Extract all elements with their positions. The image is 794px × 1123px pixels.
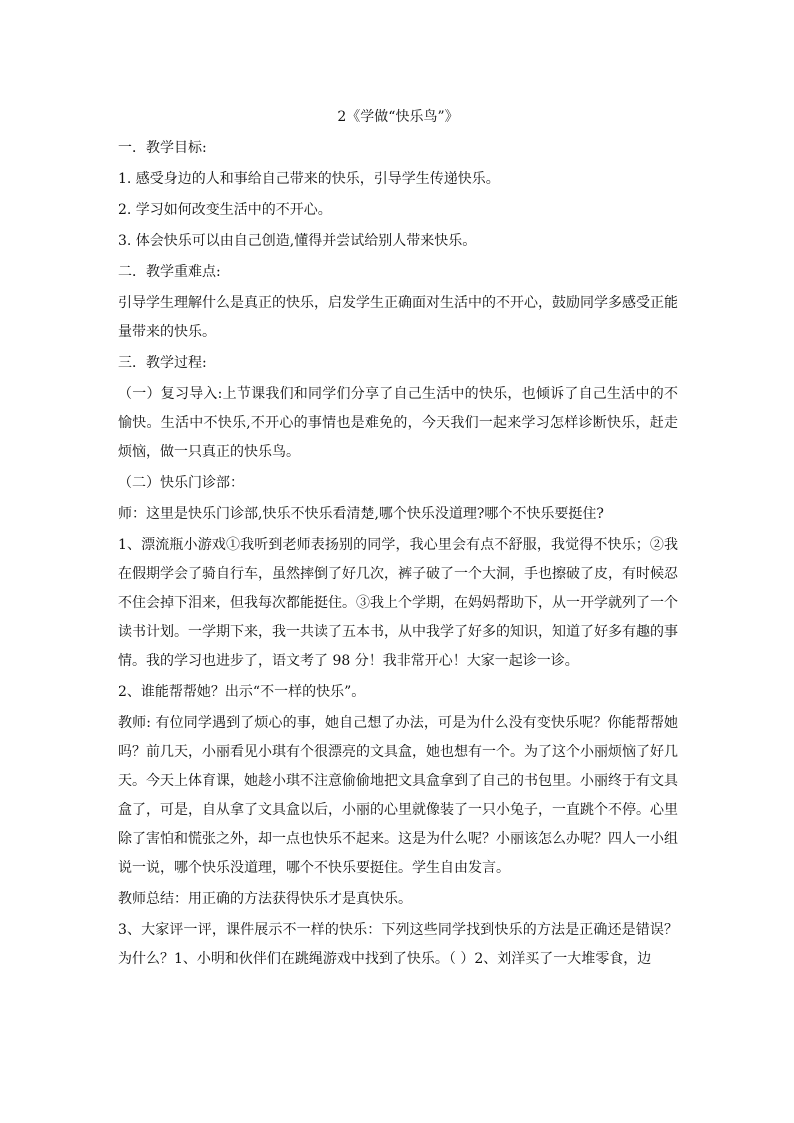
drift-bottle-paragraph: 1、漂流瓶小游戏①我听到老师表扬别的同学，我心里会有点不舒服，我觉得不快乐；②我在假期学会了骑自行车，虽然摔倒了好几次，裤子破了一个大洞，手也擦破了皮，有时候忍不住会掉下泪来，但我每次都能挺住。③我上个学期，在妈妈帮助下，从一开学就列了一个读书计划。一学期下来，我一共读了五本书，从中我学了好多的知识，知道了好多有趣的事情。我的学习也进步了，语文考了 98 分！我非常开心！大家一起诊一诊。 <box>118 537 678 669</box>
section-heading-process: 三．教学过程: <box>118 355 207 371</box>
teacher-story-paragraph: 教师: 有位同学遇到了烦心的事，她自己想了办法，可是为什么没有变快乐呢？你能帮帮她吗？前几天，小丽看见小琪有个很漂亮的文具盒，她也想有一个。为了这个小丽烦恼了好几天。今天上体育课，她趁小琪不注意偷偷地把文具盒拿到了自己的书包里。小丽终于有文具盒了，可是，自从拿了文具盒以后，小丽的心里就像装了一只小兔子，一直跳个不停。心里除了害怕和慌张之外，却一点也快乐不起来。这是为什么呢？小丽该怎么办呢？四人一小组说一说，哪个快乐没道理，哪个不快乐要挺住。学生自由发言。 <box>118 715 678 876</box>
document-title: 2《学做“快乐鸟”》 <box>337 109 459 125</box>
objective-item-2: 2. 学习如何改变生活中的不开心。 <box>118 202 332 218</box>
teacher-summary-line: 教师总结：用正确的方法获得快乐才是真快乐。 <box>118 891 412 907</box>
review-intro-paragraph: （一）复习导入:上节课我们和同学们分享了自己生活中的快乐，也倾诉了自己生活中的不愉快。生活中不快乐,不开心的事情也是难免的，今天我们一起来学习怎样诊断快乐，赶走烦恼，做一只真正的快乐鸟。 <box>118 386 678 460</box>
subsection-heading-clinic: （二）快乐门诊部： <box>118 475 244 491</box>
section-heading-key-points: 二．教学重难点: <box>118 264 221 280</box>
evaluate-paragraph: 3、大家评一评，课件展示不一样的快乐：下列这些同学找到快乐的方法是正确还是错误？为什么？1、小明和伙伴们在跳绳游戏中找到了快乐。（ ）2、刘洋买了一大堆零食，边 <box>118 922 678 967</box>
objective-item-1: 1. 感受身边的人和事给自己带来的快乐，引导学生传递快乐。 <box>118 171 500 187</box>
key-points-paragraph: 引导学生理解什么是真正的快乐，启发学生正确面对生活中的不开心，鼓励同学多感受正能量带来的快乐。 <box>118 295 678 340</box>
section-heading-objectives: 一．教学目标: <box>118 140 207 156</box>
objective-item-3: 3. 体会快乐可以由自己创造,懂得并尝试给别人带来快乐。 <box>118 233 477 249</box>
teacher-line: 师：这里是快乐门诊部,快乐不快乐看清楚,哪个快乐没道理?哪个不快乐要挺住? <box>118 506 604 522</box>
document-body <box>118 102 678 976</box>
help-her-line: 2、谁能帮帮她？出示“不一样的快乐”。 <box>118 684 366 700</box>
